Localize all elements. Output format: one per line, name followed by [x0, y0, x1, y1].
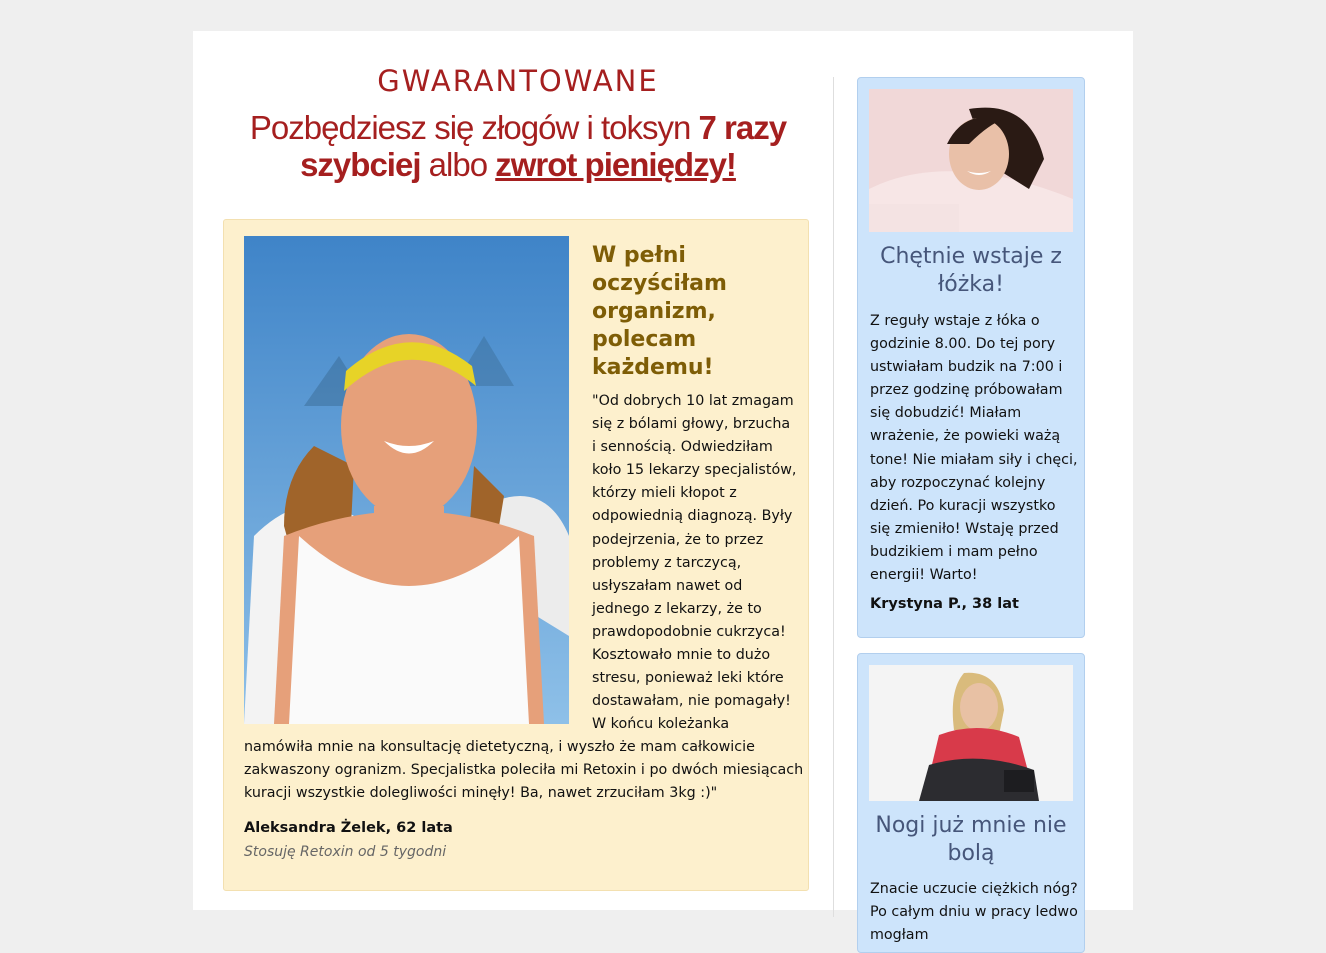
sidebar-card-1	[857, 77, 1085, 638]
sidebar-card-2-photo	[869, 665, 1073, 801]
main-testimonial	[223, 219, 809, 891]
headline-text-1: Pozbędziesz się złogów i toksyn	[249, 109, 699, 146]
testimonial-author: Aleksandra Żelek, 62 lata	[244, 820, 453, 836]
sidebar-card-1-photo	[869, 89, 1073, 232]
sidebar-card-2-title: Nogi już mnie nie bolą	[875, 813, 1067, 866]
sidebar-card-2-text: Znacie uczucie ciężkich nóg? Po całym dniu w pracy ledwo mogłam	[870, 881, 1078, 944]
guarantee-headline	[223, 61, 813, 183]
sidebar-card-1-author: Krystyna P., 38 lat	[870, 596, 1019, 612]
testimonial-usage: Stosuję Retoxin od 5 tygodni	[244, 844, 447, 860]
testimonial-photo	[244, 236, 569, 724]
refund-link[interactable]: zwrot pieniędzy!	[495, 146, 736, 183]
testimonial-body-start: "Od dobrych 10 lat zmagam się z bólami głowy, brzucha i sennością. Odwiedziłam koło 15 lekarzy specjalistów, którzy mieli kłopot z odpowiednią diagnozą. Były podejrzenia, że to przez problemy z tarczycą, usłyszałam nawet od jednego z lekarzy, że to prawdopodobnie cukrzyca! Kosztowało mnie to dużo stresu, ponieważ leki które dostawałam, nie pomagały! W końcu koleżanka	[592, 393, 797, 733]
sidebar-card-1-text: Z reguły wstaje z łóka o godzinie 8.00. Do tej pory ustwiałam budzik na 7:00 i przez godzinę próbowałam się dobudzić! Miałam wrażenie, że powieki ważą tone! Nie miałam siły i chęci, aby rozpoczynać kolejny dzień. Po kuracji wszystko się zmieniło! Wstaję przed budzikiem i mam pełno energii! Warto!	[870, 313, 1078, 584]
headline-text-2: albo	[420, 146, 496, 183]
headline-bold: 7 razy szybciej	[300, 109, 787, 183]
headline-main	[223, 109, 813, 183]
sidebar-card-1-title: Chętnie wstaje z łóżka!	[880, 244, 1062, 297]
page-container	[193, 31, 1133, 944]
testimonial-body-end: namówiła mnie na konsultację dietetyczną, i wyszło że mam całkowicie zakwaszony ogranizm. Specjalistka poleciła mi Retoxin i po dwóch miesiącach kuracji wszystkie dolegliwości minęły! Ba, nawet zrzuciłam 3kg :)"	[244, 739, 804, 802]
headline-kicker: GWARANTOWANE	[377, 64, 659, 98]
column-divider	[833, 77, 834, 917]
testimonial-title: W pełni oczyściłam organizm, polecam każdemu!	[592, 243, 727, 380]
sidebar-card-2	[857, 653, 1085, 953]
